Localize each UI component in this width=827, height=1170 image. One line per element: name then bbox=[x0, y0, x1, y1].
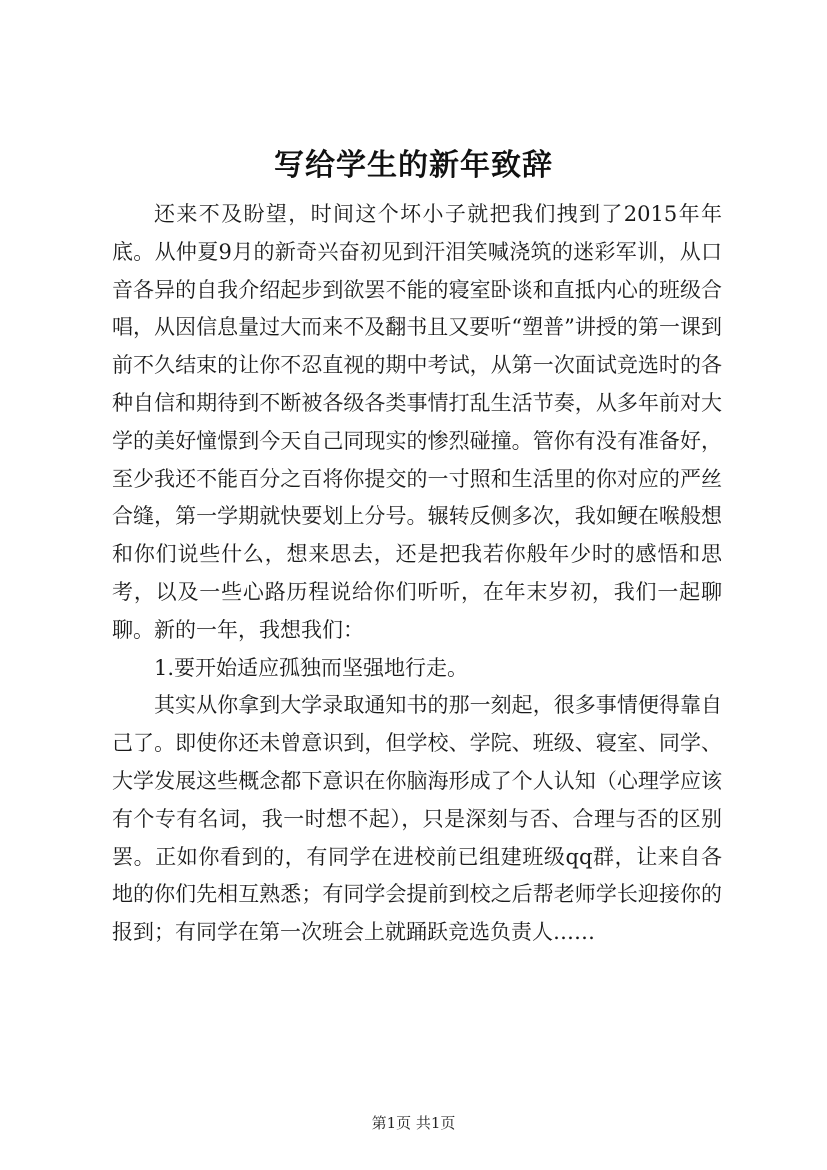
page-footer: 第1页 共1页 bbox=[371, 1114, 456, 1132]
document-body bbox=[112, 196, 722, 952]
paragraph-intro: 还来不及盼望，时间这个坏小子就把我们拽到了2015年年底。从仲夏9月的新奇兴奋初见到汗泪笑喊浇筑的迷彩军训，从口音各异的自我介绍起步到欲罢不能的寝室卧谈和直抵内心的班级合唱，从因信息量过大而来不及翻书且又要听“塑普”讲授的第一课到前不久结束的让你不忍直视的期中考试，从第一次面试竞选时的各种自信和期待到不断被各级各类事情打乱生活节奏，从多年前对大学的美好憧憬到今天自己同现实的惨烈碰撞。管你有没有准备好，至少我还不能百分之百将你提交的一寸照和生活里的你对应的严丝合缝，第一学期就快要划上分号。辗转反侧多次，我如鲠在喉般想和你们说些什么，想来思去，还是把我若你般年少时的感悟和思考，以及一些心路历程说给你们听听，在年末岁初，我们一起聊聊。新的一年，我想我们： bbox=[112, 202, 722, 642]
paragraph-point-1: 1.要开始适应孤独而坚强地行走。 bbox=[154, 655, 469, 680]
document-title: 写给学生的新年致辞 bbox=[274, 148, 553, 183]
paragraph-detail: 其实从你拿到大学录取通知书的那一刻起，很多事情便得靠自己了。即使你还未曾意识到，但学校、学院、班级、寝室、同学、大学发展这些概念都下意识在你脑海形成了个人认知（心理学应该有个专有名词，我一时想不起），只是深刻与否、合理与否的区别罢。正如你看到的，有同学在进校前已组建班级qq群，让来自各地的你们先相互熟悉；有同学会提前到校之后帮老师学长迎接你的报到；有同学在第一次班会上就踊跃竞选负责人…… bbox=[112, 693, 722, 945]
